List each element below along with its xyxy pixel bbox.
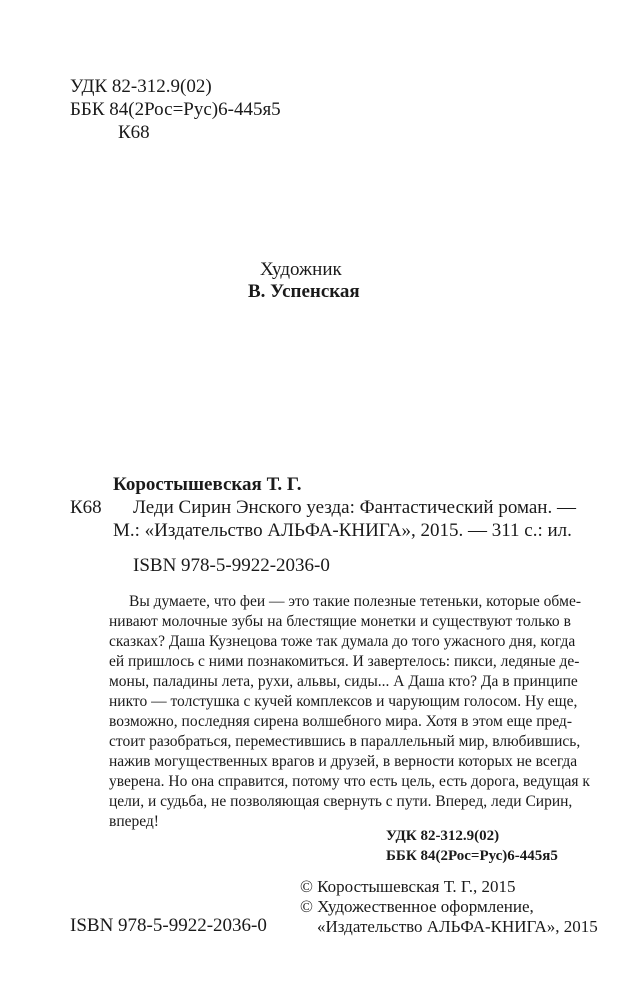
bib-mark: К68 bbox=[70, 497, 102, 518]
annotation-line: Вы думаете, что феи — это такие полезные тетеньки, которые обме- bbox=[129, 593, 581, 610]
bib-title-line: Леди Сирин Энского уезда: Фантастический роман. — bbox=[133, 497, 576, 518]
annotation-paragraph bbox=[109, 592, 590, 832]
annotation-line: нивают молочные зубы на блестящие монетки и существуют только в bbox=[109, 613, 571, 630]
bib-author: Коростышевская Т. Г. bbox=[113, 474, 302, 495]
copyright-publisher: «Издательство АЛЬФА-КНИГА», 2015 bbox=[317, 917, 598, 936]
annotation-line: стоит разобраться, переместившись в параллельный мир, влюбившись, bbox=[109, 733, 581, 750]
bib-isbn: ISBN 978-5-9922-2036-0 bbox=[133, 555, 330, 576]
annotation-line: ей пришлось с ними познакомиться. И завертелось: пикси, ледяные де- bbox=[109, 653, 580, 670]
copyright-design: © Художественное оформление, bbox=[300, 897, 534, 916]
illustrator-name: В. Успенская bbox=[248, 281, 360, 302]
bottom-udk-code: УДК 82-312.9(02) bbox=[386, 828, 500, 844]
annotation-line: уверена. Но она справится, потому что есть цель, есть дорога, ведущая к bbox=[109, 773, 590, 790]
annotation-line: вперед! bbox=[109, 813, 159, 830]
bottom-bbk-code: ББК 84(2Рос=Рус)6-445я5 bbox=[386, 848, 558, 864]
bbk-code: ББК 84(2Рос=Рус)6-445я5 bbox=[70, 99, 281, 120]
illustrator-role: Художник bbox=[260, 259, 342, 280]
udk-code: УДК 82-312.9(02) bbox=[70, 76, 212, 97]
annotation-line: сказках? Даша Кузнецова тоже так думала до того ужасного дня, когда bbox=[109, 633, 576, 650]
annotation-line: моны, паладины лета, рухи, альвы, сиды... А Даша кто? Да в принципе bbox=[109, 673, 578, 690]
bib-publisher-line: М.: «Издательство АЛЬФА-КНИГА», 2015. — 311 с.: ил. bbox=[113, 520, 572, 541]
author-mark: К68 bbox=[118, 122, 150, 143]
isbn-bottom: ISBN 978-5-9922-2036-0 bbox=[70, 915, 267, 936]
annotation-line: нажив могущественных врагов и друзей, в верности которых не всегда bbox=[109, 753, 578, 770]
copyright-author: © Коростышевская Т. Г., 2015 bbox=[300, 877, 516, 896]
annotation-line: цели, и судьба, не позволяющая свернуть с пути. Вперед, леди Сирин, bbox=[109, 793, 573, 810]
annotation-line: возможно, последняя сирена волшебного мира. Хотя в этом еще пред- bbox=[109, 713, 572, 730]
annotation-line: никто — толстушка с кучей комплексов и чарующим голосом. Ну еще, bbox=[109, 693, 578, 710]
